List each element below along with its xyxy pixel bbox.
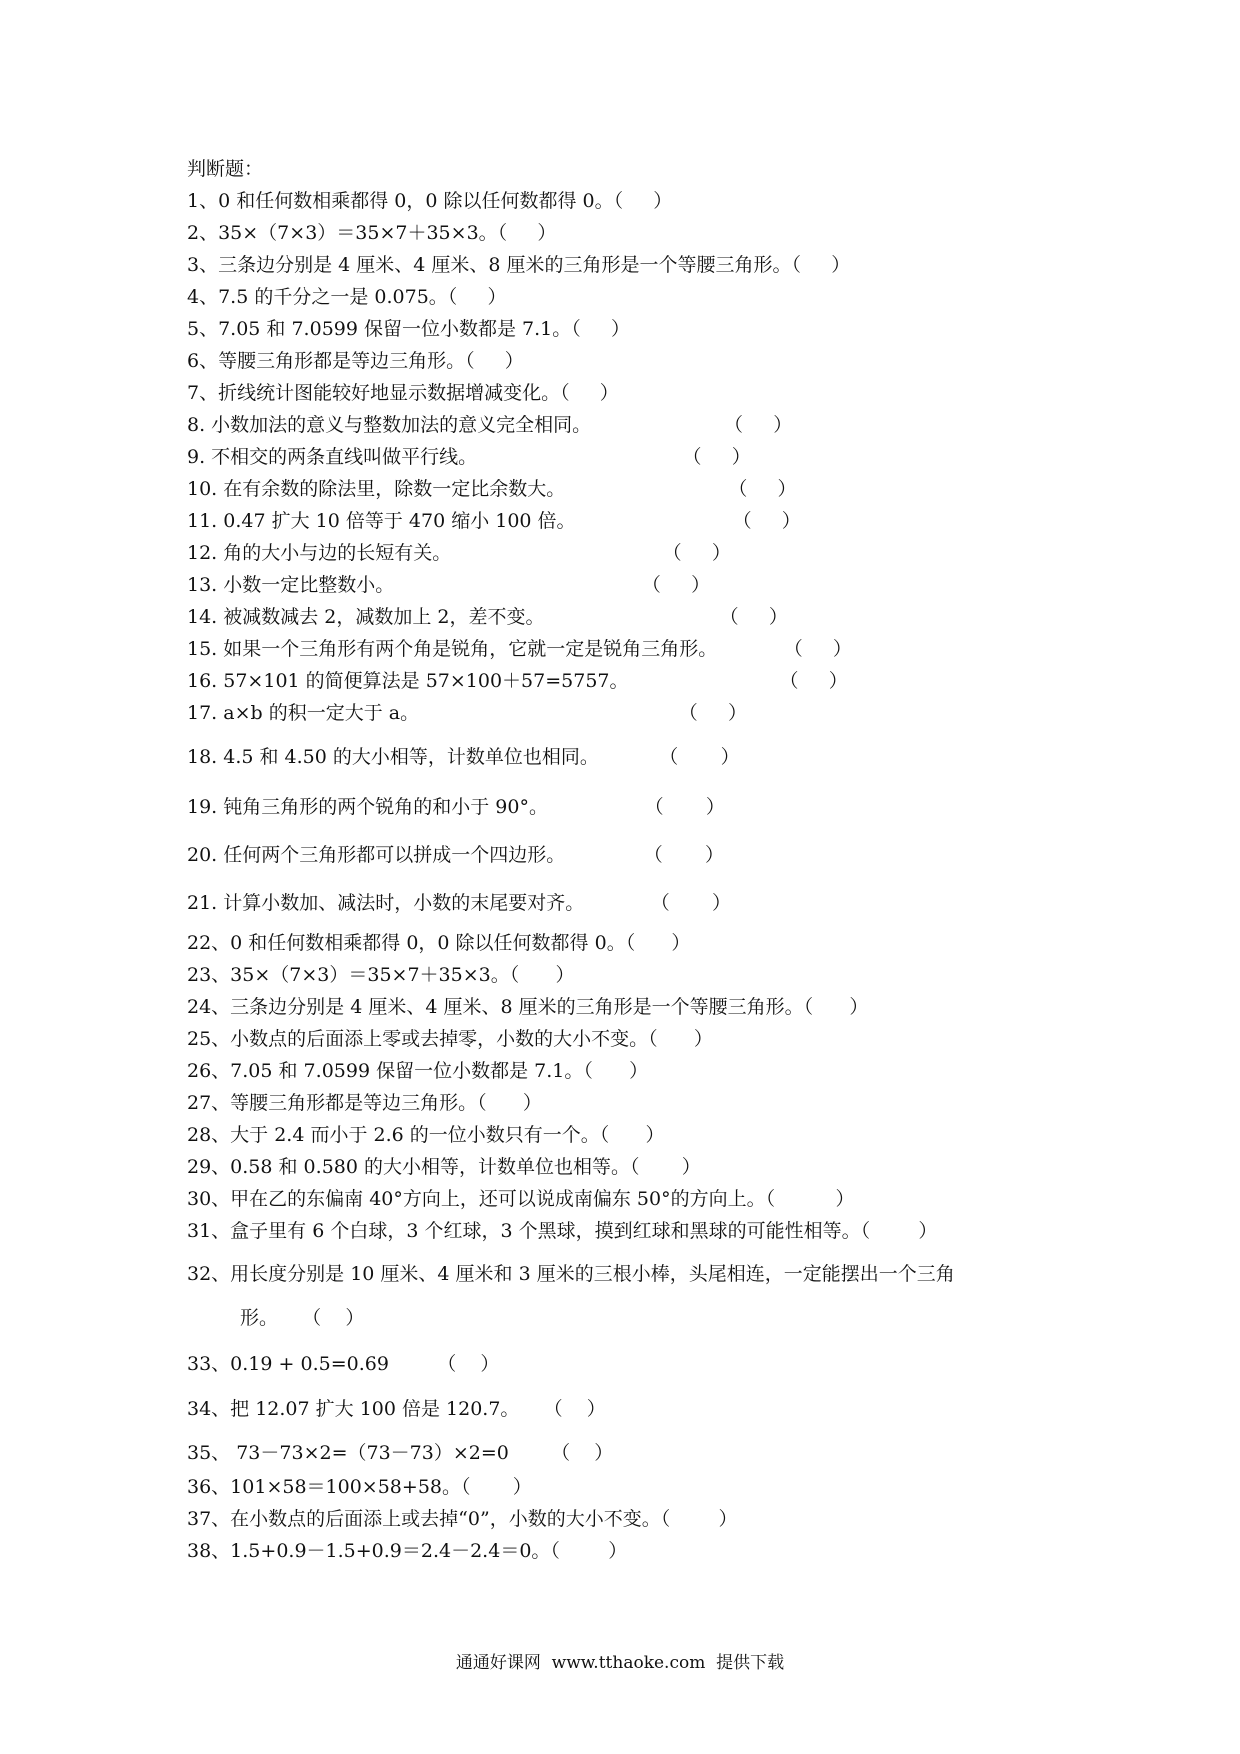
footer-credit: 通通好课网 www.tthaoke.com 提供下载 <box>455 1653 785 1673</box>
question-19: 19. 钝角三角形的两个锐角的和小于 90°。 （ ） <box>187 796 725 818</box>
question-17: 17. a×b 的积一定大于 a。 （ ） <box>187 702 747 724</box>
question-23: 23、35×（7×3）＝35×7＋35×3。（ ） <box>187 964 575 986</box>
question-38: 38、1.5+0.9－1.5+0.9＝2.4－2.4＝0。（ ） <box>187 1540 628 1562</box>
question-34: 34、把 12.07 扩大 100 倍是 120.7。 （ ） <box>187 1398 606 1420</box>
question-37: 37、在小数点的后面添上或去掉“0”，小数的大小不变。（ ） <box>187 1508 738 1530</box>
question-25: 25、小数点的后面添上零或去掉零，小数的大小不变。（ ） <box>187 1028 713 1050</box>
question-12: 12. 角的大小与边的长短有关。 （ ） <box>187 542 731 564</box>
question-31: 31、盒子里有 6 个白球，3 个红球，3 个黑球，摸到红球和黑球的可能性相等。（ ） <box>187 1220 938 1242</box>
question-4: 4、7.5 的千分之一是 0.075。（ ） <box>187 286 507 308</box>
question-13: 13. 小数一定比整数小。 （ ） <box>187 574 711 596</box>
question-29: 29、0.58 和 0.580 的大小相等，计数单位也相等。（ ） <box>187 1156 701 1178</box>
question-24: 24、三条边分别是 4 厘米、4 厘米、8 厘米的三角形是一个等腰三角形。（ ） <box>187 996 869 1018</box>
question-3: 3、三条边分别是 4 厘米、4 厘米、8 厘米的三角形是一个等腰三角形。（ ） <box>187 254 851 276</box>
question-8: 8. 小数加法的意义与整数加法的意义完全相同。 （ ） <box>187 414 793 436</box>
question-26: 26、7.05 和 7.0599 保留一位小数都是 7.1。（ ） <box>187 1060 649 1082</box>
question-5: 5、7.05 和 7.0599 保留一位小数都是 7.1。（ ） <box>187 318 630 340</box>
question-36: 36、101×58＝100×58+58。（ ） <box>187 1476 532 1498</box>
question-28: 28、大于 2.4 而小于 2.6 的一位小数只有一个。（ ） <box>187 1124 665 1146</box>
question-32: 32、用长度分别是 10 厘米、4 厘米和 3 厘米的三根小棒，头尾相连，一定能摆出一个三角 <box>187 1263 955 1285</box>
question-27: 27、等腰三角形都是等边三角形。（ ） <box>187 1092 542 1114</box>
section-title: 判断题： <box>187 158 264 180</box>
question-30: 30、甲在乙的东偏南 40°方向上，还可以说成南偏东 50°的方向上。（ ） <box>187 1188 855 1210</box>
question-35: 35、 73－73×2=（73－73）×2=0 （ ） <box>187 1442 614 1464</box>
question-10: 10. 在有余数的除法里，除数一定比余数大。 （ ） <box>187 478 797 500</box>
question-15: 15. 如果一个三角形有两个角是锐角，它就一定是锐角三角形。 （ ） <box>187 638 852 660</box>
question-11: 11. 0.47 扩大 10 倍等于 470 缩小 100 倍。 （ ） <box>187 510 801 532</box>
question-16: 16. 57×101 的简便算法是 57×100＋57=5757。 （ ） <box>187 670 848 692</box>
question-1: 1、0 和任何数相乘都得 0，0 除以任何数都得 0。（ ） <box>187 190 673 212</box>
question-22: 22、0 和任何数相乘都得 0，0 除以任何数都得 0。（ ） <box>187 932 691 954</box>
question-33: 33、0.19 + 0.5=0.69 （ ） <box>187 1353 500 1375</box>
question-20: 20. 任何两个三角形都可以拼成一个四边形。 （ ） <box>187 844 725 866</box>
question-21: 21. 计算小数加、减法时，小数的末尾要对齐。 （ ） <box>187 892 731 914</box>
question-32-continued: 形。 （ ） <box>240 1307 365 1329</box>
question-18: 18. 4.5 和 4.50 的大小相等，计数单位也相同。 （ ） <box>187 746 740 768</box>
question-14: 14. 被减数减去 2，减数加上 2，差不变。 （ ） <box>187 606 788 628</box>
question-6: 6、等腰三角形都是等边三角形。（ ） <box>187 350 524 372</box>
question-9: 9. 不相交的两条直线叫做平行线。 （ ） <box>187 446 751 468</box>
question-7: 7、折线统计图能较好地显示数据增减变化。（ ） <box>187 382 619 404</box>
question-2: 2、35×（7×3）＝35×7＋35×3。（ ） <box>187 222 557 244</box>
